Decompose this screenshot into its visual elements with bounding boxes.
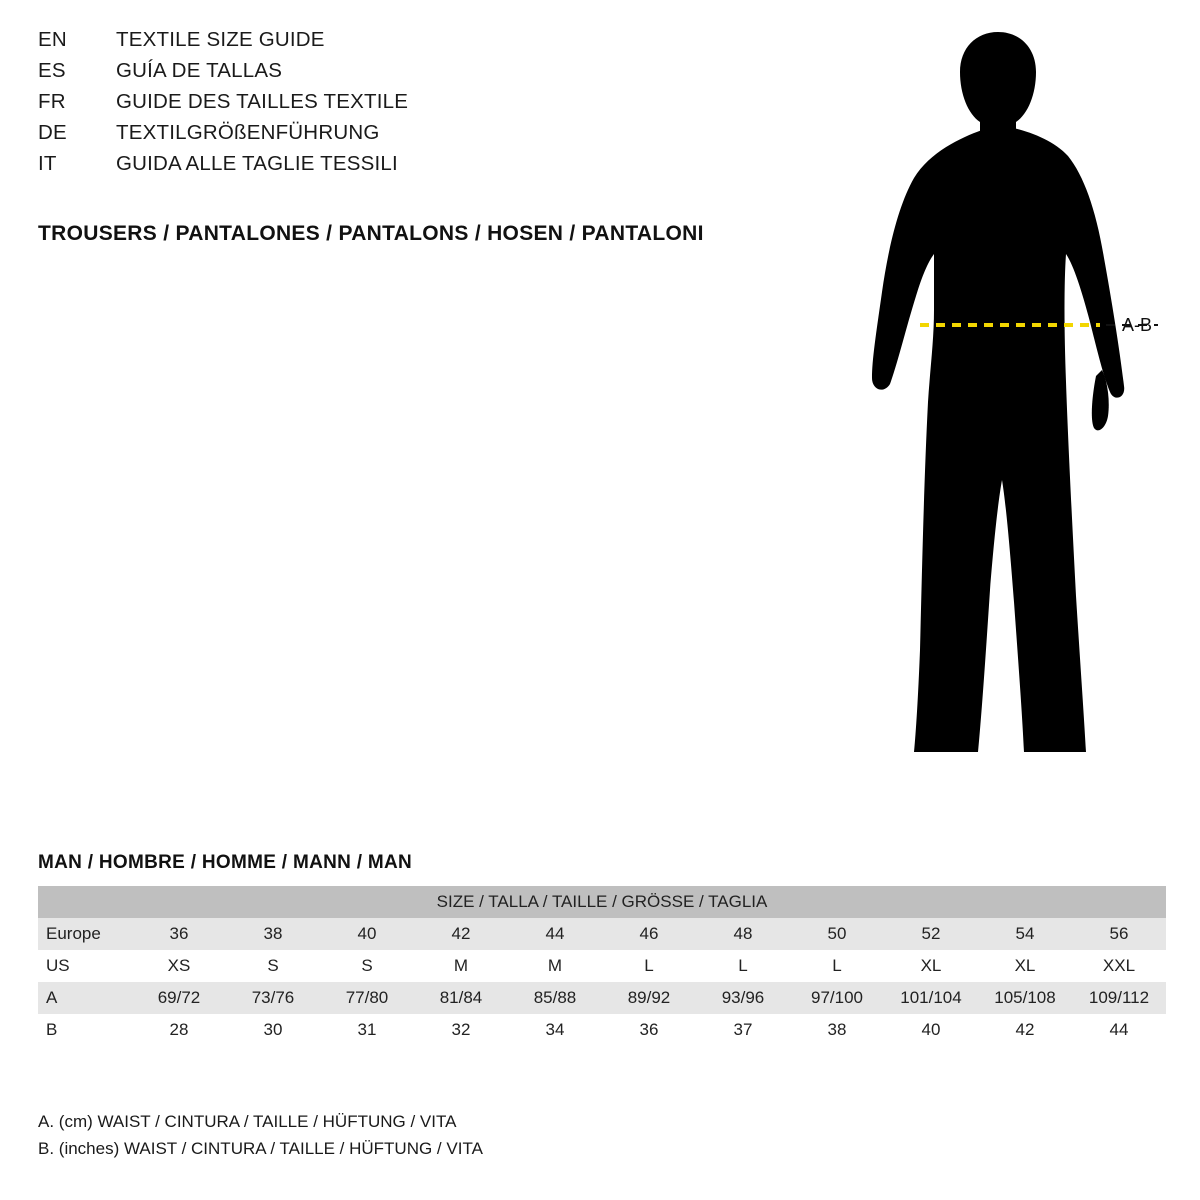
table-cell: 56 <box>1072 918 1166 950</box>
table-header-row <box>38 886 1166 918</box>
table-cell: 101/104 <box>884 982 978 1014</box>
table-cell: 44 <box>1072 1014 1166 1046</box>
language-title-block <box>38 28 798 183</box>
table-cell: 28 <box>132 1014 226 1046</box>
table-cell: 89/92 <box>602 982 696 1014</box>
table-cell: 36 <box>132 918 226 950</box>
language-title: TEXTILE SIZE GUIDE <box>116 28 325 51</box>
table-cell: 38 <box>790 1014 884 1046</box>
table-header-label: SIZE / TALLA / TAILLE / GRÖSSE / TAGLIA <box>38 886 1166 918</box>
silhouette-body-shape <box>872 32 1124 752</box>
table-cell: XL <box>884 950 978 982</box>
row-label: US <box>38 950 132 982</box>
table-cell: 40 <box>320 918 414 950</box>
note-b: B. (inches) WAIST / CINTURA / TAILLE / HÜFTUNG / VITA <box>38 1139 483 1158</box>
table-cell: 109/112 <box>1072 982 1166 1014</box>
table-cell: XS <box>132 950 226 982</box>
table-cell: 38 <box>226 918 320 950</box>
table-cell: 69/72 <box>132 982 226 1014</box>
size-table-section <box>38 852 1166 1046</box>
table-cell: 46 <box>602 918 696 950</box>
table-cell: L <box>790 950 884 982</box>
garment-type-line: TROUSERS / PANTALONES / PANTALONS / HOSEN / PANTALONI <box>38 222 704 245</box>
language-code: ES <box>38 59 66 82</box>
table-cell: 52 <box>884 918 978 950</box>
male-silhouette-figure <box>810 10 1190 810</box>
language-code: IT <box>38 152 57 175</box>
language-title: GUIDA ALLE TAGLIE TESSILI <box>116 152 398 175</box>
table-cell: XL <box>978 950 1072 982</box>
language-row <box>38 90 798 121</box>
language-title: TEXTILGRÖßENFÜHRUNG <box>116 121 380 144</box>
table-cell: 37 <box>696 1014 790 1046</box>
language-row <box>38 121 798 152</box>
table-cell: L <box>696 950 790 982</box>
language-code: DE <box>38 121 67 144</box>
table-cell: 30 <box>226 1014 320 1046</box>
row-label: Europe <box>38 918 132 950</box>
table-cell: 42 <box>978 1014 1072 1046</box>
language-code: EN <box>38 28 67 51</box>
language-code: FR <box>38 90 66 113</box>
table-cell: 42 <box>414 918 508 950</box>
table-cell: 34 <box>508 1014 602 1046</box>
note-a: A. (cm) WAIST / CINTURA / TAILLE / HÜFTUNG / VITA <box>38 1112 457 1131</box>
table-cell: 54 <box>978 918 1072 950</box>
table-cell: 31 <box>320 1014 414 1046</box>
table-cell: XXL <box>1072 950 1166 982</box>
language-title: GUIDE DES TAILLES TEXTILE <box>116 90 409 113</box>
table-cell: 32 <box>414 1014 508 1046</box>
table-cell: 85/88 <box>508 982 602 1014</box>
table-cell: L <box>602 950 696 982</box>
table-cell: 48 <box>696 918 790 950</box>
language-row <box>38 152 798 183</box>
silhouette-svg <box>810 10 1190 810</box>
table-row <box>38 918 1166 950</box>
table-cell: 44 <box>508 918 602 950</box>
table-cell: S <box>226 950 320 982</box>
table-cell: 97/100 <box>790 982 884 1014</box>
size-table <box>38 886 1166 1046</box>
table-cell: 105/108 <box>978 982 1072 1014</box>
table-cell: M <box>414 950 508 982</box>
table-cell: S <box>320 950 414 982</box>
table-cell: M <box>508 950 602 982</box>
language-row <box>38 28 798 59</box>
table-cell: 40 <box>884 1014 978 1046</box>
table-cell: 73/76 <box>226 982 320 1014</box>
row-label: A <box>38 982 132 1014</box>
table-row <box>38 950 1166 982</box>
measurement-notes <box>38 1108 483 1162</box>
measure-label-ab: A-B <box>1122 315 1153 335</box>
table-cell: 93/96 <box>696 982 790 1014</box>
table-row <box>38 982 1166 1014</box>
table-cell: 36 <box>602 1014 696 1046</box>
row-label: B <box>38 1014 132 1046</box>
table-row <box>38 1014 1166 1046</box>
table-group-title: MAN / HOMBRE / HOMME / MANN / MAN <box>38 852 413 873</box>
table-cell: 77/80 <box>320 982 414 1014</box>
table-cell: 81/84 <box>414 982 508 1014</box>
table-cell: 50 <box>790 918 884 950</box>
language-title: GUÍA DE TALLAS <box>116 59 283 82</box>
language-row <box>38 59 798 90</box>
